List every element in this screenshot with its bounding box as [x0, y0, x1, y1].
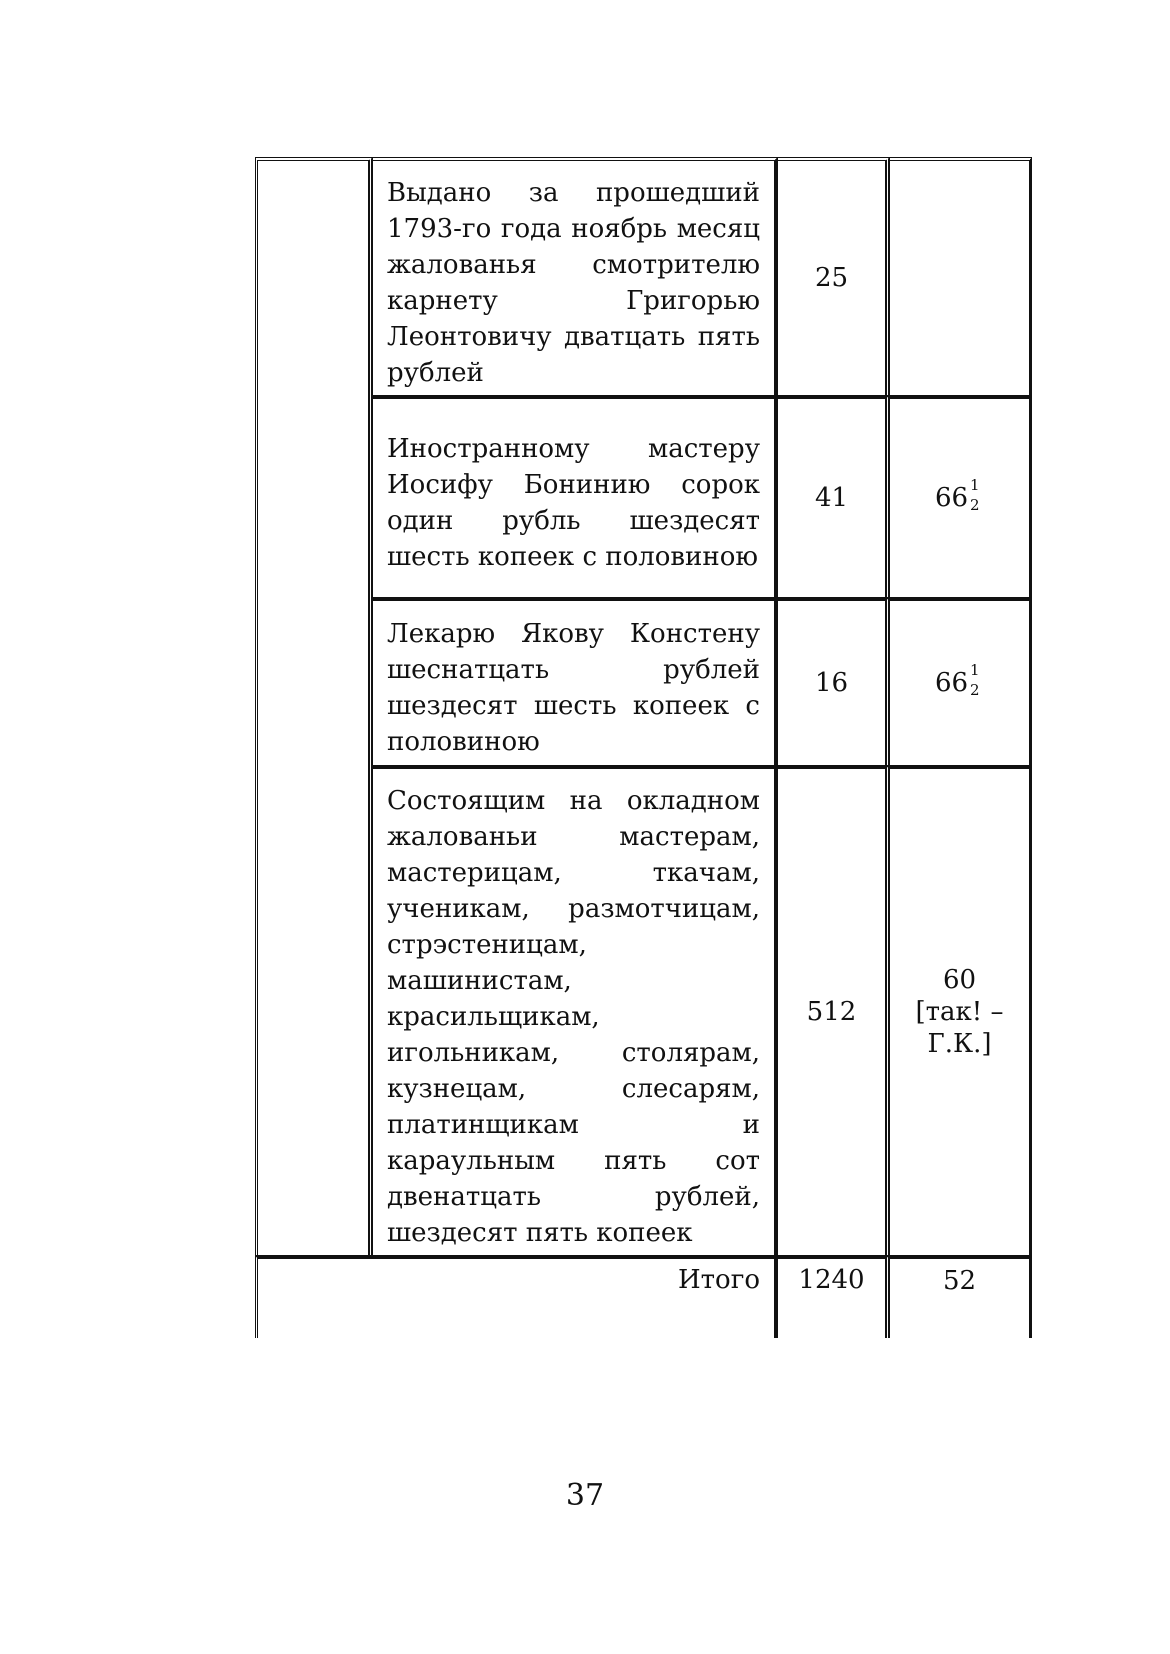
table-row	[255, 157, 1032, 395]
editor-note: [так! – Г.К.]	[915, 997, 1004, 1059]
fraction: 1 2	[970, 661, 980, 699]
total-kopecks: 52	[890, 1255, 1032, 1338]
kopecks-value: 60	[942, 965, 977, 995]
accounts-table	[255, 157, 1032, 1338]
page-number: 37	[565, 1478, 605, 1513]
row-kopecks	[890, 395, 1032, 597]
row-description: Иностранному мастеру Иосифу Бонинию сорок один рубль шездесят шесть копеек с половиною	[373, 395, 778, 597]
row-kopecks	[890, 157, 1032, 395]
total-row	[255, 1255, 1032, 1338]
empty-left-column	[255, 157, 373, 1255]
row-rubles: 512	[778, 765, 890, 1255]
row-description: Состоящим на окладном жалованьи мастерам, мастерицам, ткачам, ученикам, размотчицам, стрэстеницам, машинистам, красильщикам, игольникам, столярам, кузнецам, слесарям, платинщикам и караульным пять сот двенатцать рублей, шездесят пять копеек	[373, 765, 778, 1255]
fraction: 1 2	[970, 476, 980, 514]
row-rubles: 16	[778, 597, 890, 765]
kopecks-value: 66	[934, 668, 969, 698]
row-kopecks	[890, 597, 1032, 765]
row-rubles: 25	[778, 157, 890, 395]
row-description: Выдано за прошедший 1793-го года ноябрь месяц жалованья смотрителю карнету Григорью Леонтовичу дватцать пять рублей	[373, 157, 778, 395]
total-rubles: 1240	[778, 1255, 890, 1338]
total-label: Итого	[255, 1255, 778, 1338]
kopecks-value: 66	[934, 483, 969, 513]
row-kopecks	[890, 765, 1032, 1255]
row-rubles: 41	[778, 395, 890, 597]
row-description: Лекарю Якову Констену шеснатцать рублей шездесят шесть копеек с половиною	[373, 597, 778, 765]
